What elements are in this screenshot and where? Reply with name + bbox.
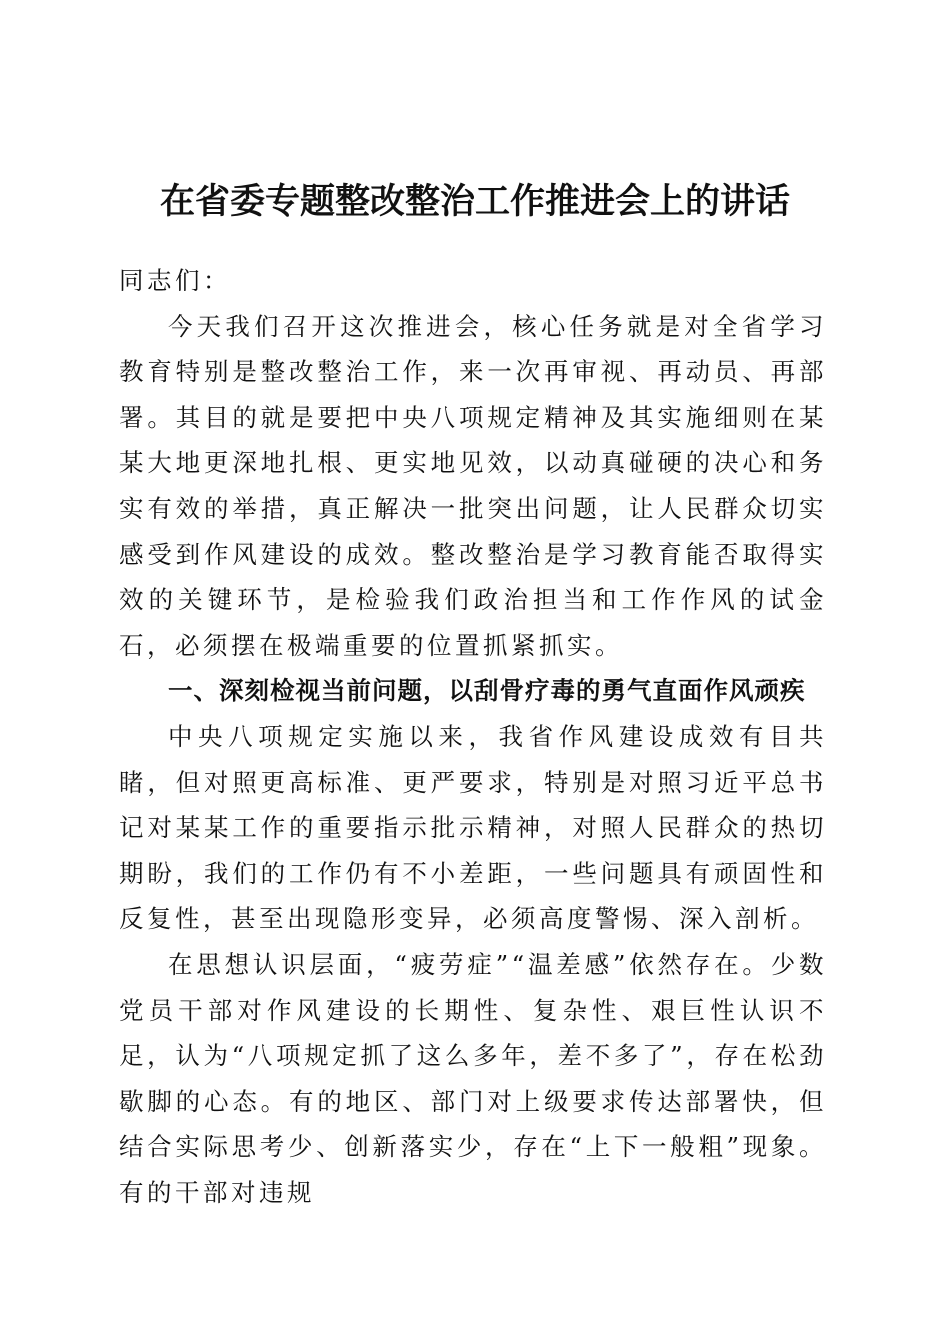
- salutation: 同志们：: [119, 266, 231, 295]
- paragraph-section-1-b: 在思想认识层面，“疲劳症”“温差感”依然存在。少数党员干部对作风建设的长期性、复杂性、艰巨性认识不足，认为“八项规定抓了这么多年，差不多了”，存在松劲歇脚的心态。有的地区、部门对上级要求传达部署快，但结合实际思考少、创新落实少，存在“上下一般粗”现象。有的干部对违规: [119, 949, 827, 1207]
- paragraph-intro: 今天我们召开这次推进会，核心任务就是对全省学习教育特别是整改整治工作，来一次再审视、再动员、再部署。其目的就是要把中央八项规定精神及其实施细则在某某大地更深地扎根、更实地见效，以动真碰硬的决心和务实有效的举措，真正解决一批突出问题，让人民群众切实感受到作风建设的成效。整改整治是学习教育能否取得实效的关键环节，是检验我们政治担当和工作作风的试金石，必须摆在极端重要的位置抓紧抓实。: [119, 311, 827, 660]
- document-body: [119, 258, 827, 1215]
- section-heading-1: 一、深刻检视当前问题，以刮骨疗毒的勇气直面作风顽疾: [168, 676, 806, 706]
- paragraph-section-1-a: 中央八项规定实施以来，我省作风建设成效有目共睹，但对照更高标准、更严要求，特别是对照习近平总书记对某某工作的重要指示批示精神，对照人民群众的热切期盼，我们的工作仍有不小差距，一些问题具有顽固性和反复性，甚至出现隐形变异，必须高度警惕、深入剖析。: [119, 721, 827, 934]
- document-title: 在省委专题整改整治工作推进会上的讲话: [159, 182, 790, 222]
